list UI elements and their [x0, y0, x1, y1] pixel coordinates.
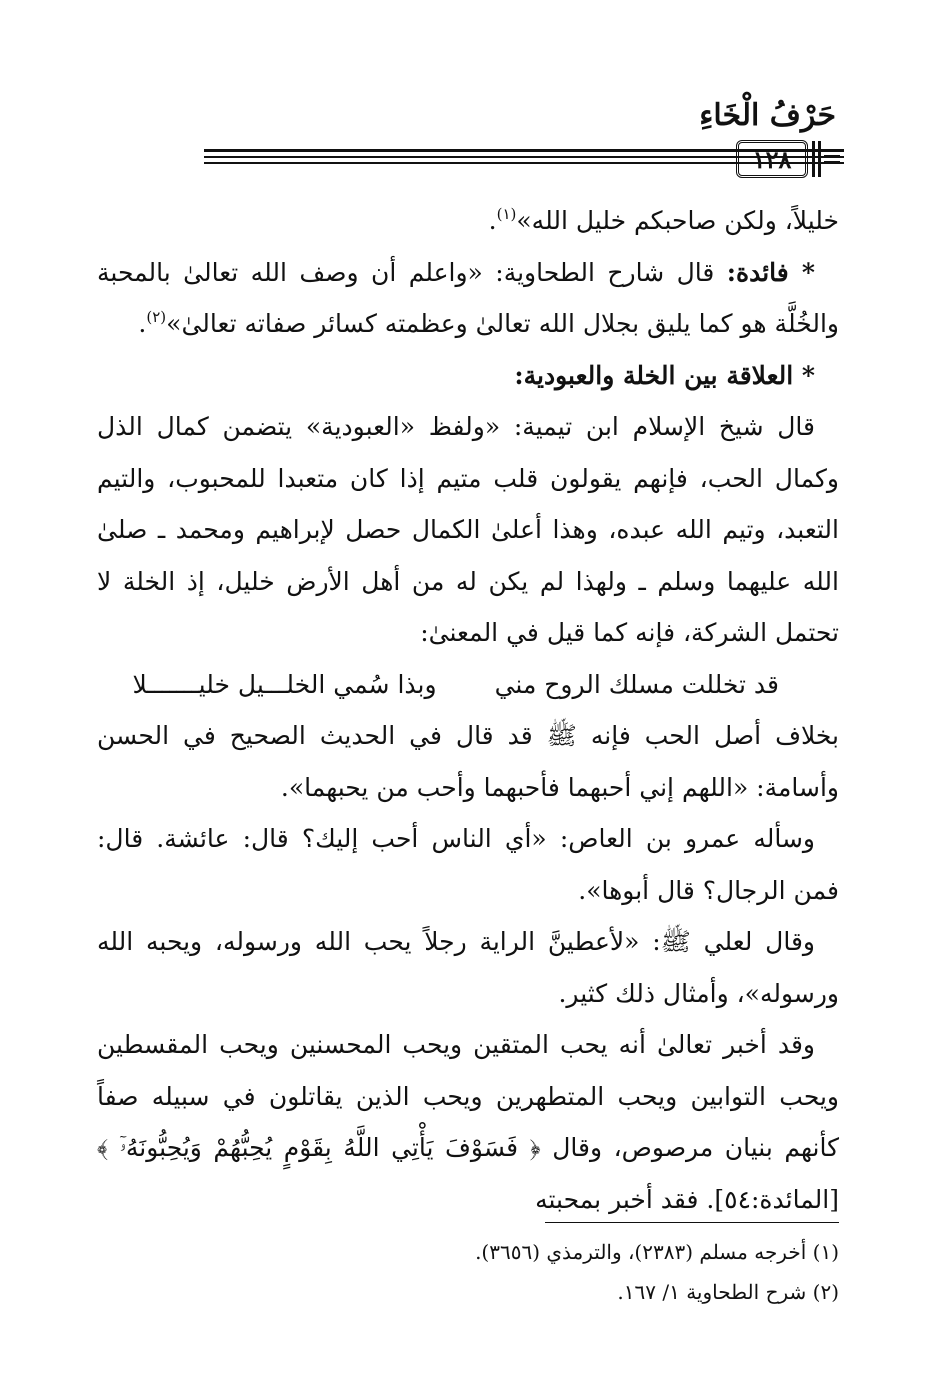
paragraph-ibn-taymiyya: قال شيخ الإسلام ابن تيمية: «ولفظ «العبودية» يتضمن كمال الذل وكمال الحب، فإنهم يقولون قلب متيم إذا كان متعبدا للمحبوب، والتيم التعبد، وتيم الله عبده، وهذا أعلىٰ الكمال حصل لإبراهيم ومحمد ـ صلىٰ الله عليهما وسلم ـ ولهذا لم يكن له من أهل الأرض خليل، إذ الخلة لا تحتمل الشركة، فإنه كما قيل في المعنىٰ:: [97, 412, 839, 647]
paragraph-1-end: .: [488, 206, 497, 235]
chapter-title: حَرْفُ الْخَاءِ: [699, 98, 836, 133]
footnote-ref-1: (١): [496, 205, 517, 223]
paragraph-amr: وسأله عمرو بن العاص: «أي الناس أحب إليك؟ قال: عائشة. قال: فمن الرجال؟ قال أبوها».: [97, 824, 839, 905]
footnote-2: (٢) شرح الطحاوية ١/ ١٦٧.: [617, 1280, 839, 1304]
benefit-text: قال شارح الطحاوية: «واعلم أن وصف الله تعالىٰ بالمحبة والخُلَّة هو كما يليق بجلال الله تعالىٰ وعظمته كسائر صفاته تعالىٰ»: [97, 257, 839, 338]
paragraph-1-text: خليلاً، ولكن صاحبكم خليل الله»: [516, 206, 839, 235]
paragraph-benefit: [97, 247, 839, 350]
footnotes: [97, 1232, 839, 1312]
footnote-1: (١) أخرجه مسلم (٢٣٨٣)، والترمذي (٣٦٥٦).: [475, 1240, 839, 1264]
section-heading: * العلاقة بين الخلة والعبودية:: [514, 360, 815, 390]
paragraph-ali: وقال لعلي ﷺ: «لأعطينَّ الراية رجلاً يحب الله ورسوله، ويحبه الله ورسوله»، وأمثال ذلك كثير.: [97, 927, 839, 1008]
footnote-separator: [545, 1222, 839, 1223]
header-ornament: [810, 141, 840, 177]
paragraph-love-origin: بخلاف أصل الحب فإنه ﷺ قد قال في الحديث الصحيح في الحسن وأسامة: «اللهم إني أحبهما فأحبهما وأحب من يحبهما».: [97, 721, 839, 802]
benefit-label: * فائدة:: [726, 257, 815, 287]
page-number: ١٢٨: [736, 140, 808, 178]
verse-second-hemistich: وبذا سُمي الخلـــيل خليـــــــلا: [132, 669, 437, 699]
poetry-verse: [97, 659, 839, 711]
body-text: [97, 195, 839, 1225]
footnote-ref-2: (٢): [146, 308, 167, 326]
verse-first-hemistich: قد تخللت مسلك الروح مني: [494, 669, 779, 699]
benefit-end: .: [138, 309, 147, 338]
paragraph-quran: وقد أخبر تعالىٰ أنه يحب المتقين ويحب المحسنين ويحب المقسطين ويحب التوابين ويحب المتطهرين ويحب الذين يقاتلون في سبيله صفاً كأنهم بنيان مرصوص، وقال ﴿ فَسَوْفَ يَأْتِي اللَّهُ بِقَوْمٍ يُحِبُّهُمْ وَيُحِبُّونَهُۥٓ ﴾ [المائدة:٥٤]. فقد أخبر بمحبته: [97, 1030, 839, 1214]
paragraph-1: [97, 195, 839, 247]
